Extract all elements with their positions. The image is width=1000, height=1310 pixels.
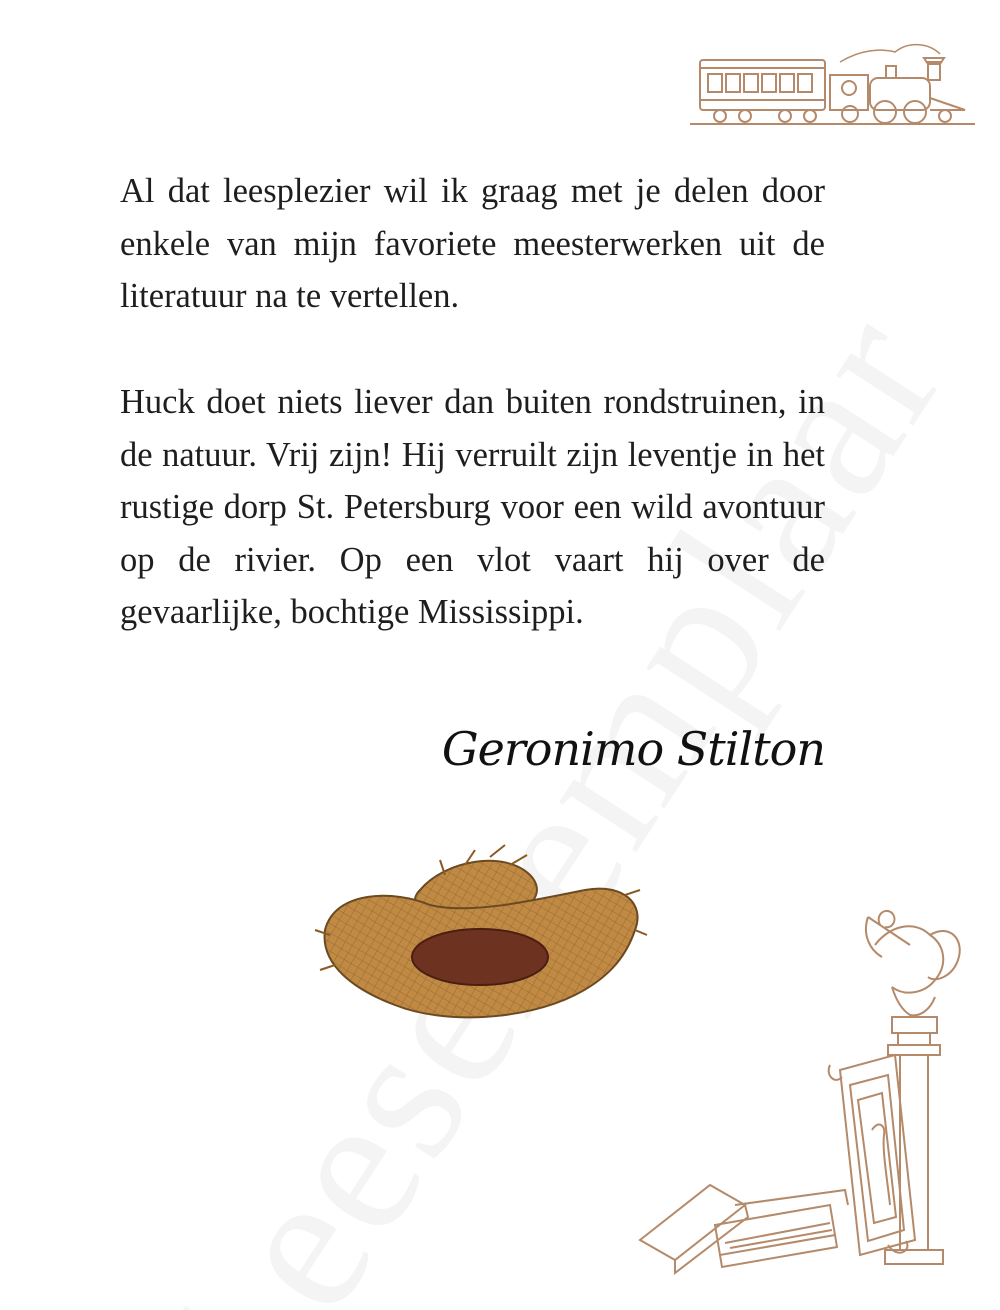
- cupid-statue-books-icon: [630, 905, 1000, 1285]
- paragraph-intro: Al dat leesplezier wil ik graag met je delen door enkele van mijn favoriete meesterwerken uit de literatuur na te vertellen.: [120, 172, 825, 315]
- author-signature: Geronimo Stilton: [441, 722, 825, 776]
- paragraph-huck: Huck doet niets liever dan buiten rondstruinen, in de natuur. Vrij zijn! Hij verruilt zijn leventje in het rustige dorp St. Petersburg voor een wild avontuur op de rivier. Op een vlot vaart hij over de gevaarlijke, bochtige Mississippi.: [120, 383, 825, 631]
- straw-hat-icon: [305, 835, 650, 1035]
- steam-train-icon: [690, 30, 980, 130]
